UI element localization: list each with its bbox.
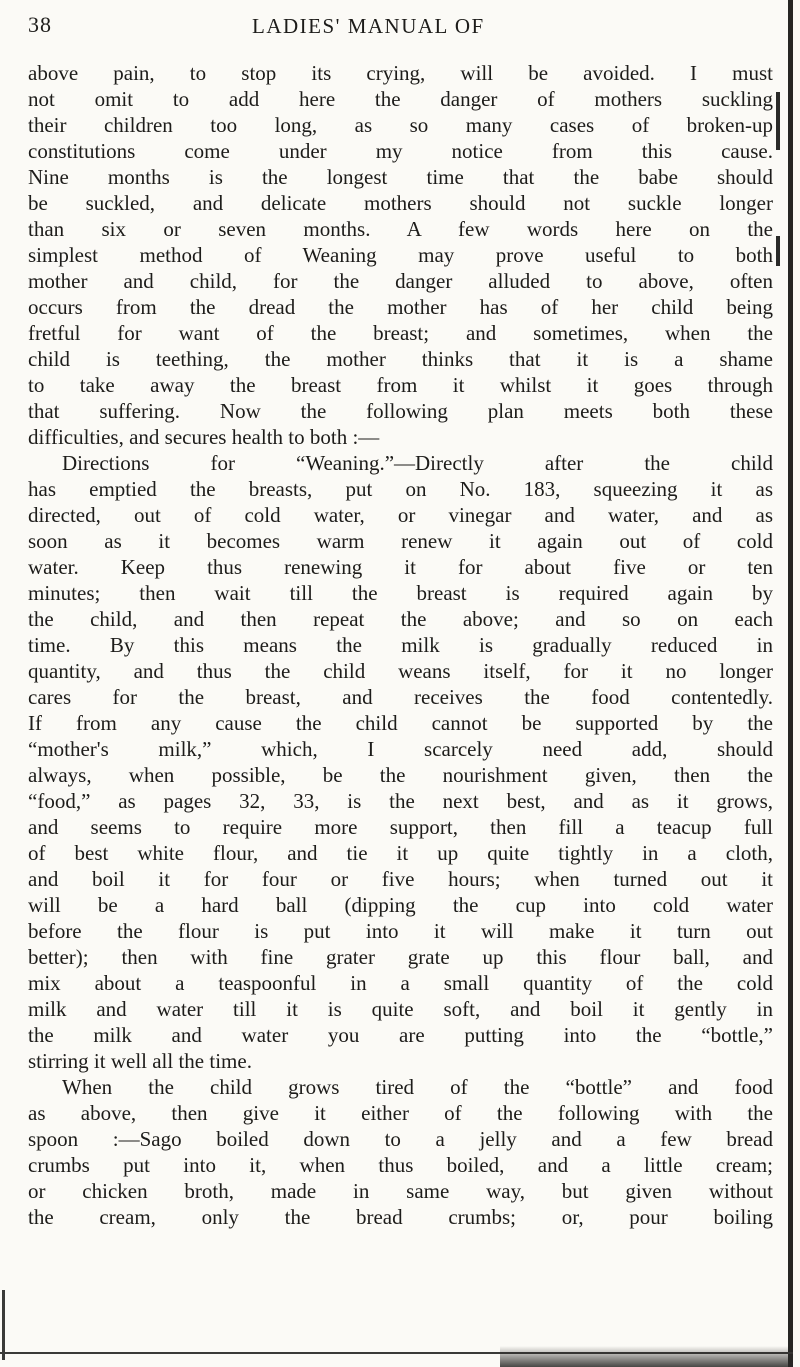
text-line: Nine months is the longest time that the babe should	[28, 165, 773, 189]
text-line: constitutions come under my notice from this cause.	[28, 139, 773, 163]
text-line: before the flour is put into it will make it turn out	[28, 919, 773, 943]
text-line: than six or seven months. A few words here on the	[28, 217, 773, 241]
text-line: and seems to require more support, then fill a teacup full	[28, 815, 773, 839]
text-line: cares for the breast, and receives the food contentedly.	[28, 685, 773, 709]
text-line: not omit to add here the danger of mothers suckling	[28, 87, 773, 111]
text-line: has emptied the breasts, put on No. 183, squeezing it as	[28, 477, 773, 501]
text-line: soon as it becomes warm renew it again out of cold	[28, 529, 773, 553]
binding-mark	[776, 92, 780, 150]
text-line: fretful for want of the breast; and sometimes, when the	[28, 321, 773, 345]
text-line: and boil it for four or five hours; when turned out it	[28, 867, 773, 891]
text-line: quantity, and thus the child weans itself, for it no longer	[28, 659, 773, 683]
text-line: the child, and then repeat the above; and so on each	[28, 607, 773, 631]
page-edge-right	[788, 0, 793, 1367]
text-line: spoon :—Sago boiled down to a jelly and a few bread	[28, 1127, 773, 1151]
text-line: of best white flour, and tie it up quite tightly in a cloth,	[28, 841, 773, 865]
text-line: their children too long, as so many cases of broken-up	[28, 113, 773, 137]
text-line: Directions for “Weaning.”—Directly after the child	[62, 451, 773, 475]
text-line: If from any cause the child cannot be supported by the	[28, 711, 773, 735]
text-line: will be a hard ball (dipping the cup into cold water	[28, 893, 773, 917]
text-line: as above, then give it either of the following with the	[28, 1101, 773, 1125]
text-line: “mother's milk,” which, I scarcely need add, should	[28, 737, 773, 761]
text-line: or chicken broth, made in same way, but given without	[28, 1179, 773, 1203]
page-number: 38	[28, 12, 52, 37]
text-line: that suffering. Now the following plan meets both these	[28, 399, 773, 423]
text-line: simplest method of Weaning may prove useful to both	[28, 243, 773, 267]
running-head: LADIES' MANUAL OF	[252, 14, 485, 38]
text-line: When the child grows tired of the “bottle” and food	[62, 1075, 773, 1099]
text-line: always, when possible, be the nourishment given, then the	[28, 763, 773, 787]
text-line: the milk and water you are putting into the “bottle,”	[28, 1023, 773, 1047]
text-line: minutes; then wait till the breast is required again by	[28, 581, 773, 605]
text-line: the cream, only the bread crumbs; or, pour boiling	[28, 1205, 773, 1229]
text-line: difficulties, and secures health to both :—	[28, 425, 380, 449]
body-text	[28, 60, 773, 1230]
text-line: occurs from the dread the mother has of her child being	[28, 295, 773, 319]
text-line: to take away the breast from it whilst it goes through	[28, 373, 773, 397]
text-line: be suckled, and delicate mothers should not suckle longer	[28, 191, 773, 215]
text-line: time. By this means the milk is gradually reduced in	[28, 633, 773, 657]
text-line: mix about a teaspoonful in a small quantity of the cold	[28, 971, 773, 995]
text-line: child is teething, the mother thinks that it is a shame	[28, 347, 773, 371]
text-line: mother and child, for the danger alluded to above, often	[28, 269, 773, 293]
text-line: “food,” as pages 32, 33, is the next best, and as it grows,	[28, 789, 773, 813]
text-line: above pain, to stop its crying, will be avoided. I must	[28, 61, 773, 85]
page-edge-left	[2, 1290, 5, 1360]
binding-mark	[776, 236, 780, 266]
scan-shadow	[500, 1346, 793, 1367]
text-line: stirring it well all the time.	[28, 1049, 252, 1073]
text-line: crumbs put into it, when thus boiled, and a little cream;	[28, 1153, 773, 1177]
text-line: better); then with fine grater grate up this flour ball, and	[28, 945, 773, 969]
text-line: directed, out of cold water, or vinegar and water, and as	[28, 503, 773, 527]
text-line: milk and water till it is quite soft, and boil it gently in	[28, 997, 773, 1021]
text-line: water. Keep thus renewing it for about five or ten	[28, 555, 773, 579]
